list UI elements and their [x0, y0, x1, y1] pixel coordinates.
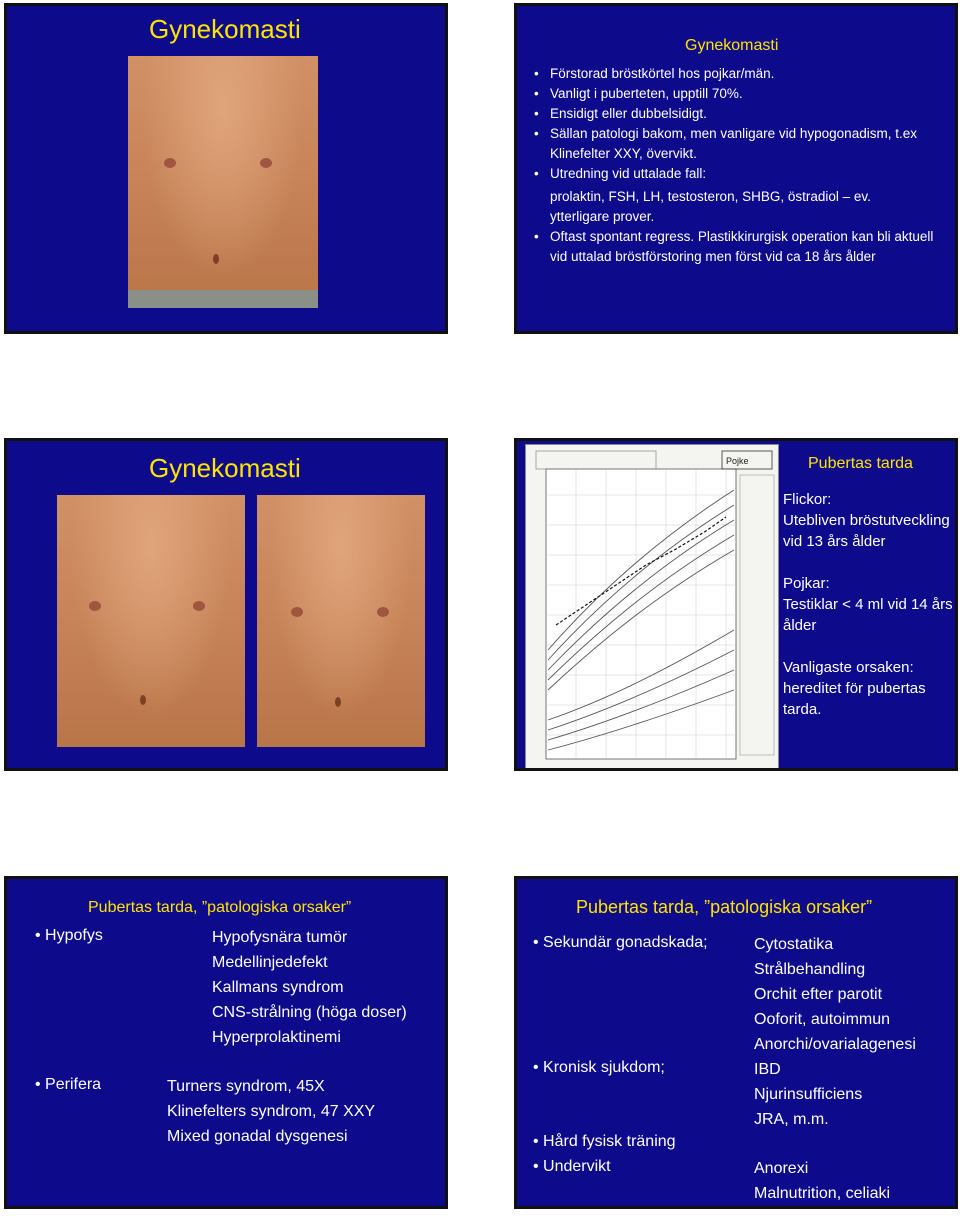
slide-patologiska-orsaker-1	[4, 876, 448, 1209]
slide-title: Pubertas tarda, ”patologiska orsaker”	[576, 897, 873, 917]
perifera-list	[167, 1074, 375, 1149]
growth-chart-graphic	[526, 445, 778, 771]
list-item: Njurinsufficiens	[754, 1086, 863, 1103]
slide-gynekomasti-photo	[4, 3, 448, 334]
perifera-label: • Perifera	[35, 1076, 102, 1093]
sekundar-label: • Sekundär gonadskada;	[533, 934, 708, 951]
pojkar-text: Testiklar < 4 ml vid 14 års ålder	[783, 596, 953, 634]
flickor-text: Utebliven bröstutveckling vid 13 års ålder	[783, 512, 950, 550]
list-item: Anorexi	[754, 1160, 809, 1177]
list-item: • Oftast spontant regress. Plastikkirurgisk operation kan bli aktuell vid uttalad bröstförstoring men först vid ca 18 års ålder	[534, 227, 934, 267]
patient-photo	[128, 56, 318, 308]
list-item: • Ensidigt eller dubbelsidigt.	[534, 104, 934, 124]
slide-title: Gynekomasti	[685, 37, 779, 54]
slide-title: Gynekomasti	[149, 453, 301, 483]
list-item: JRA, m.m.	[754, 1111, 829, 1128]
flickor-heading: Flickor:	[783, 491, 832, 508]
list-item: Orchit efter parotit	[754, 986, 883, 1003]
list-item: • Förstorad bröstkörtel hos pojkar/män.	[534, 64, 934, 84]
bullet-list	[534, 227, 934, 267]
patient-photo-after	[257, 495, 425, 747]
list-item: • Vanligt i puberteten, upptill 70%.	[534, 84, 934, 104]
list-item: • Sällan patologi bakom, men vanligare vid hypogonadism, t.ex Klinefelter XXY, övervikt.	[534, 124, 934, 164]
kronisk-list	[754, 1057, 862, 1132]
slide-gynekomasti-text	[514, 3, 958, 334]
list-item: IBD	[754, 1061, 781, 1078]
list-item: • Utredning vid uttalade fall:	[534, 164, 934, 184]
list-item: Ooforit, autoimmun	[754, 1011, 891, 1028]
slide-title: Gynekomasti	[149, 14, 301, 44]
list-item: Klinefelters syndrom, 47 XXY	[167, 1103, 376, 1120]
list-item: Cytostatika	[754, 936, 834, 953]
list-item: CNS-strålning (höga doser)	[212, 1004, 407, 1021]
hard-traning-label: • Hård fysisk träning	[533, 1133, 676, 1150]
patient-photo-before	[57, 495, 245, 747]
list-item: Medellinjedefekt	[212, 954, 328, 971]
list-item: Hyperprolaktinemi	[212, 1029, 341, 1046]
sub-text: prolaktin, FSH, LH, testosteron, SHBG, östradiol – ev. ytterligare prover.	[550, 189, 871, 224]
pubertas-text	[783, 489, 955, 720]
undervikt-label: • Undervikt	[533, 1158, 611, 1175]
hypofys-list	[212, 925, 407, 1050]
slide-title: Pubertas tarda	[808, 455, 913, 472]
slide-gynekomasti-photos	[4, 438, 448, 771]
bullet-list	[534, 64, 934, 184]
growth-chart	[525, 444, 779, 771]
undervikt-list	[754, 1156, 890, 1206]
pojkar-heading: Pojkar:	[783, 575, 830, 592]
chart-label: Pojke	[726, 456, 749, 466]
cause-text: Vanligaste orsaken: hereditet för pubertas tarda.	[783, 659, 926, 718]
sekundar-list	[754, 932, 916, 1057]
list-item: Mixed gonadal dysgenesi	[167, 1128, 348, 1145]
slide-patologiska-orsaker-2	[514, 876, 958, 1209]
list-item: Malnutrition, celiaki	[754, 1185, 891, 1202]
slide-pubertas-tarda	[514, 438, 958, 771]
list-item: Anorchi/ovarialagenesi	[754, 1036, 916, 1053]
list-item: Kallmans syndrom	[212, 979, 344, 996]
list-item: Strålbehandling	[754, 961, 866, 978]
list-item: Hypofysnära tumör	[212, 929, 348, 946]
slide-title: Pubertas tarda, ”patologiska orsaker”	[88, 899, 352, 916]
list-item: Turners syndrom, 45X	[167, 1078, 325, 1095]
hypofys-label: • Hypofys	[35, 927, 103, 944]
kronisk-label: • Kronisk sjukdom;	[533, 1059, 665, 1076]
